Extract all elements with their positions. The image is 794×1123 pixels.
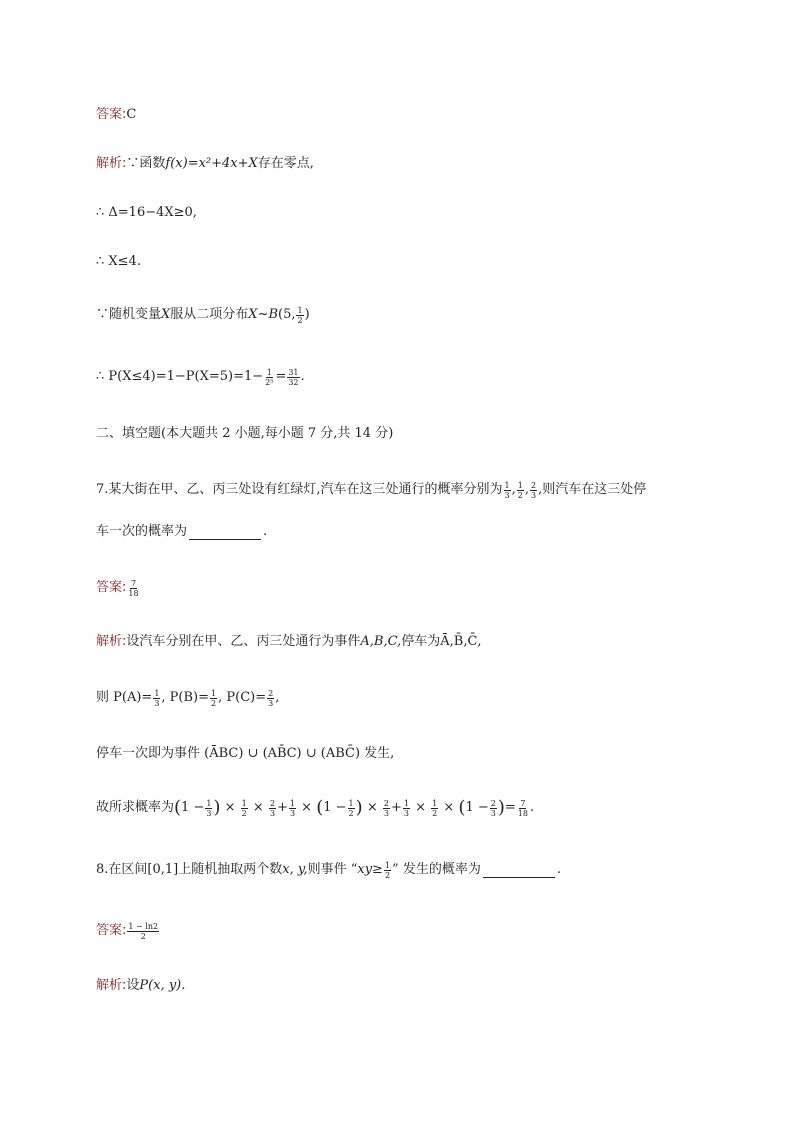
text: 则 P(A)= xyxy=(96,690,153,705)
answer-blank[interactable] xyxy=(483,863,555,878)
text: 设汽车分别在甲、乙、丙三处通行为事件 xyxy=(126,634,361,649)
answer-blank[interactable] xyxy=(189,525,261,540)
fraction: $\frac{2}{3}$ xyxy=(383,798,389,818)
text: X~B xyxy=(248,307,278,322)
text: f(x) xyxy=(165,156,188,171)
fraction: $\frac{1}{2}$ xyxy=(211,688,217,708)
text: + xyxy=(277,800,288,815)
text: × xyxy=(301,800,313,815)
text: ” 发生的概率为 xyxy=(392,862,481,877)
text: 故所求概率为 xyxy=(96,800,175,815)
question-8-line xyxy=(96,860,561,880)
fraction: $\frac{1}{3}$ xyxy=(206,798,212,818)
fraction: $\frac{1}{2}$ xyxy=(384,860,391,880)
answer-label: 答案: xyxy=(96,580,127,595)
text: A,B,C, xyxy=(360,634,402,649)
analysis-line-7 xyxy=(96,688,279,708)
text: × xyxy=(443,800,455,815)
text: , xyxy=(524,482,530,497)
analysis-line-1 xyxy=(96,154,314,174)
fraction: $\frac{1}{2}$ xyxy=(517,480,523,500)
text: x, y, xyxy=(282,862,308,877)
text: . xyxy=(263,524,268,539)
fraction: $\frac{2}{3}$ xyxy=(490,798,496,818)
text: + xyxy=(390,800,402,815)
text: 服从二项分布 xyxy=(170,307,249,322)
text: , P(B)= xyxy=(161,690,210,705)
answer-line-3 xyxy=(96,921,160,941)
text: = xyxy=(275,369,287,384)
answer-label: 答案: xyxy=(96,107,127,122)
fraction: $\frac{7}{18}$ xyxy=(128,578,139,598)
text: P(x, y). xyxy=(139,978,186,993)
answer-line-1 xyxy=(96,105,136,125)
text: 1 − xyxy=(465,800,489,815)
fraction: $\frac{2}{3}$ xyxy=(269,798,276,818)
answer-label: 答案: xyxy=(96,923,127,938)
analysis-label: 解析: xyxy=(96,156,127,171)
text: = xyxy=(504,800,516,815)
analysis-line-10 xyxy=(96,976,185,996)
text: ,则汽车在这三处停 xyxy=(538,482,647,497)
fraction: $\frac{7}{18}$ xyxy=(517,798,528,818)
fraction: $\frac{1 - \ln 2}{2}$ xyxy=(128,921,159,941)
text: . xyxy=(300,369,305,384)
text: × xyxy=(224,800,236,815)
analysis-label: 解析: xyxy=(96,978,127,993)
text: 1 − xyxy=(181,800,205,815)
fraction: $\frac{1}{2}$ xyxy=(297,305,303,325)
fraction: $\frac{1}{3}$ xyxy=(154,688,160,708)
fraction: $\frac{2}{3}$ xyxy=(531,480,537,500)
fraction: $\frac{1}{\text{2⁵}}$ xyxy=(265,367,274,387)
analysis-line-2 xyxy=(96,203,197,223)
text: =x²+4x+X xyxy=(187,156,258,171)
fraction: $\frac{1}{2}$ xyxy=(348,798,354,818)
text: 7.某大街在甲、乙、丙三处设有红绿灯,汽车在这三处通行的概率分别为 xyxy=(96,482,503,497)
fraction: $\frac{1}{3}$ xyxy=(289,798,296,818)
fraction: $\frac{1}{3}$ xyxy=(504,480,510,500)
question-7-line-1 xyxy=(96,480,646,500)
text: 停车为 xyxy=(401,634,441,649)
text: 则事件 “ xyxy=(307,862,358,877)
answer-line-2 xyxy=(96,578,141,598)
text: 存在零点, xyxy=(257,156,314,171)
text: , xyxy=(275,690,280,705)
text: ∴ X≤4. xyxy=(96,254,141,269)
analysis-line-4 xyxy=(96,305,310,325)
text: ∴ P(X≤4)=1−P(X=5)=1− xyxy=(96,369,264,384)
answer-text: C xyxy=(126,107,137,122)
text: xy≥ xyxy=(357,862,383,877)
text: . xyxy=(529,800,535,815)
text: ) xyxy=(304,307,310,322)
analysis-line-8 xyxy=(96,744,394,764)
fraction: $\frac{2}{3}$ xyxy=(268,688,274,708)
fraction: $\frac{1}{2}$ xyxy=(432,798,438,818)
text: × xyxy=(415,800,426,815)
text: 二、填空题(本大题共 2 小题,每小题 7 分,共 14 分) xyxy=(96,426,394,441)
text: . xyxy=(556,862,561,877)
text: X xyxy=(161,307,171,322)
text: ∴ Δ=16−4X≥0, xyxy=(96,205,197,220)
text: 1 − xyxy=(323,800,347,815)
text: ∵随机变量 xyxy=(96,307,162,322)
analysis-line-6 xyxy=(96,632,482,652)
text: ∵函数 xyxy=(126,156,166,171)
text: (5, xyxy=(278,307,296,322)
analysis-line-5 xyxy=(96,367,305,387)
text: 车一次的概率为 xyxy=(96,524,188,539)
text: Ā,B̄,C̄, xyxy=(440,634,482,649)
text: 停车一次即为事件 (ĀBC) ∪ (AB̄C) ∪ (ABC̄) 发生, xyxy=(96,746,395,761)
text: 设 xyxy=(126,978,140,993)
fraction: $\frac{1}{3}$ xyxy=(403,798,409,818)
section-title xyxy=(96,424,393,444)
text: × xyxy=(252,800,264,815)
question-7-line-2 xyxy=(96,522,267,542)
analysis-line-9: 故所求概率为 ( 1 − $\frac{1}{3}$ ) × $\frac{1}{2}$ × $\frac{2}{3}$ + $\frac{1}{3}$ × ( 1 − $\frac{1}{2}$ ) × $\frac{2}{3}$ + $\frac{1}{3}$ × $\frac{1}{2}$ × ( 1 − $\frac{2}{3}$ ) = $\frac{7}{18}$ . xyxy=(96,797,535,818)
text: , P(C)= xyxy=(218,690,267,705)
fraction: $\frac{1}{2}$ xyxy=(241,798,247,818)
analysis-label: 解析: xyxy=(96,634,127,649)
text: 8.在区间[0,1]上随机抽取两个数 xyxy=(96,862,283,877)
text: , xyxy=(511,482,516,497)
text: × xyxy=(366,800,378,815)
fraction: $\frac{31}{32}$ xyxy=(288,367,299,387)
analysis-line-3 xyxy=(96,252,141,272)
